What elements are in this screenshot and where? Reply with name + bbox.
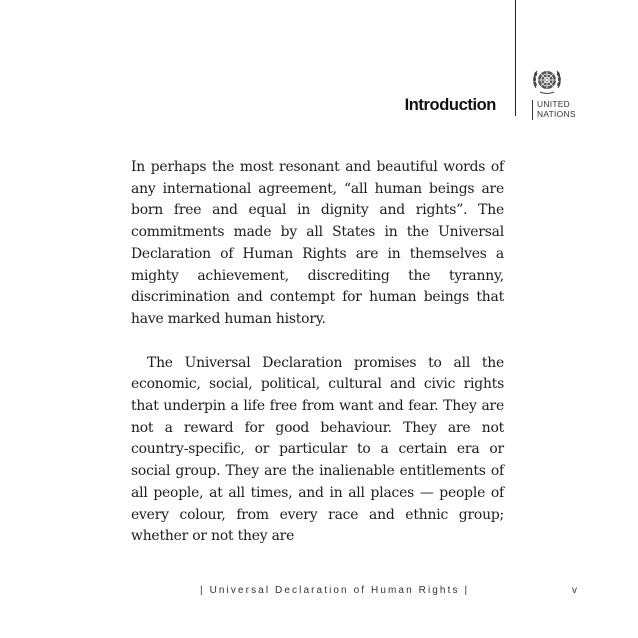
logo-line-united: UNITED: [537, 99, 570, 109]
un-emblem-icon: [530, 64, 564, 98]
un-wordmark: [532, 100, 576, 120]
body-text: [131, 157, 504, 548]
logo-line-nations: NATIONS: [537, 108, 576, 119]
page-title: Introduction: [404, 96, 496, 114]
paragraph-1: In perhaps the most resonant and beautiful words of any international agreement, “all human beings are born free and equal in dignity and rights”. The commitments made by all States in the Universal Declaration of Human Rights are in themselves a mighty achievement, discrediting the tyranny, discrimination and contempt for human beings that have marked human history.: [131, 159, 504, 327]
page-number: v: [572, 585, 577, 596]
header-divider-line: [515, 0, 516, 116]
footer-document-title: | Universal Declaration of Human Rights |: [200, 585, 470, 596]
paragraph-2: The Universal Declaration promises to all the economic, social, political, cultural and civic rights that underpin a life free from want and fear. They are not a reward for good behaviour. They are not country-specific, or particular to a certain era or social group. They are the inalienable entitlements of all people, at all times, and in all places — people of every colour, from every race and ethnic group; whether or not they are: [131, 354, 504, 545]
